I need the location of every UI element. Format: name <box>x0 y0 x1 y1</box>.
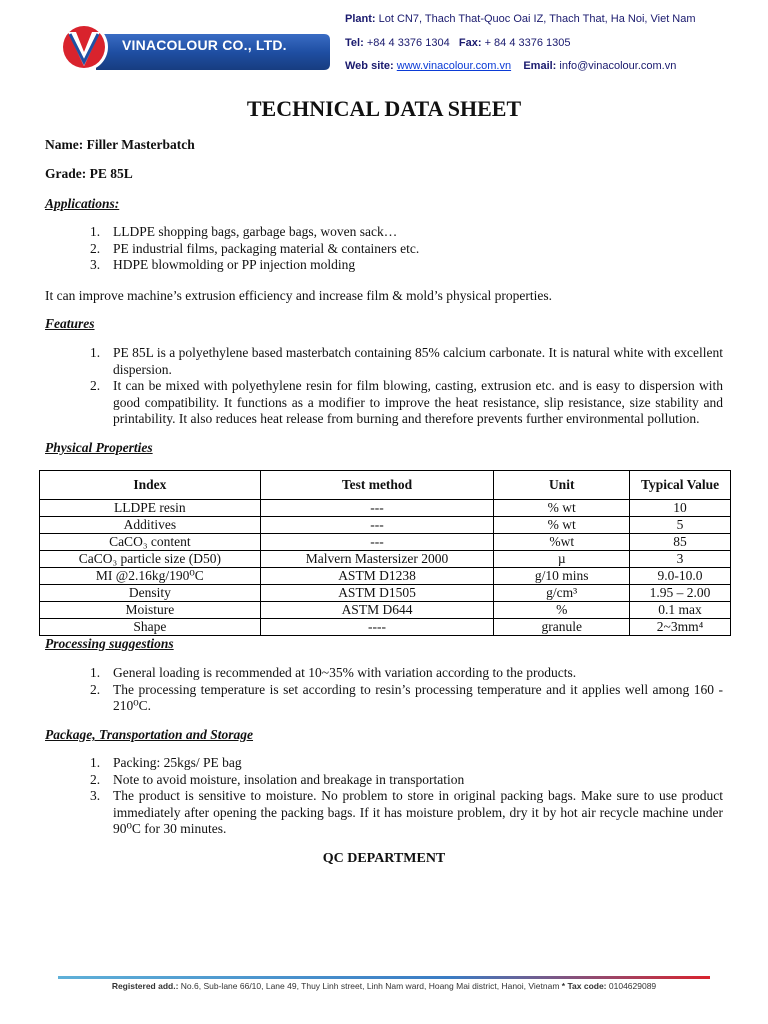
table-cell: ASTM D1505 <box>260 585 494 602</box>
table-row <box>40 585 731 602</box>
list-item: 2. It can be mixed with polyethylene resin for film blowing, casting, extrusion etc. and is easy to dispersion with good compatibility. It functions as a modifier to improve the heat resistance, slip resistance, size stability and printability. It also reduces heat release from burning and therefore prevents further environmental pollution. <box>90 378 723 426</box>
product-grade: Grade: PE 85L <box>45 166 133 181</box>
table-cell: MI @2.16kg/190⁰C <box>40 568 261 585</box>
list-item: 3. HDPE blowmolding or PP injection molding <box>90 257 356 272</box>
table-cell: Malvern Mastersizer 2000 <box>260 551 494 568</box>
table-cell: 9.0-10.0 <box>630 568 731 585</box>
table-cell: 5 <box>630 517 731 534</box>
table-cell: ASTM D644 <box>260 602 494 619</box>
efficiency-note: It can improve machine’s extrusion efficiency and increase film & mold’s physical properties. <box>45 288 552 303</box>
table-cell: Moisture <box>40 602 261 619</box>
physical-properties-table <box>39 470 731 636</box>
table-cell: % wt <box>494 517 630 534</box>
applications-heading: Applications: <box>45 196 120 211</box>
table-cell: g/10 mins <box>494 568 630 585</box>
table-cell: CaCO₃ content <box>40 534 261 551</box>
table-cell: g/cm³ <box>494 585 630 602</box>
table-cell: 85 <box>630 534 731 551</box>
table-cell: µ <box>494 551 630 568</box>
table-row <box>40 619 731 636</box>
registered-address: Registered add.: No.6, Sub-lane 66/10, Lane 49, Thuy Linh street, Linh Nam ward, Hoang Mai district, Hanoi, Vietnam * Tax code: 0104629089 <box>111 981 657 991</box>
list-item: 1. LLDPE shopping bags, garbage bags, woven sack… <box>90 224 398 239</box>
table-cell: 1.95 – 2.00 <box>630 585 731 602</box>
list-item: 2. Note to avoid moisture, insolation and breakage in transportation <box>90 771 465 787</box>
list-item: 1. PE 85L is a polyethylene based masterbatch containing 85% calcium carbonate. It is natural white with excellent dispersion. <box>90 345 723 377</box>
features-list <box>90 345 723 428</box>
table-cell: 3 <box>630 551 731 568</box>
table-row <box>40 568 731 585</box>
phone-fax: Tel: +84 4 3376 1304 Fax: + 84 4 3376 1305 <box>345 37 571 49</box>
table-cell: %wt <box>494 534 630 551</box>
list-item: 1. General loading is recommended at 10~35% with variation according to the products. <box>90 665 577 680</box>
processing-list <box>90 665 723 715</box>
processing-heading: Processing suggestions <box>45 636 174 651</box>
table-cell: Shape <box>40 619 261 636</box>
physical-properties-heading: Physical Properties <box>45 440 153 455</box>
table-cell: 0.1 max <box>630 602 731 619</box>
document-title: TECHNICAL DATA SHEET <box>246 96 522 121</box>
table-row <box>40 551 731 568</box>
table-cell: % <box>494 602 630 619</box>
package-heading: Package, Transportation and Storage <box>45 727 254 742</box>
table-row <box>40 500 731 517</box>
table-cell: Additives <box>40 517 261 534</box>
table-cell: granule <box>494 619 630 636</box>
table-row <box>40 602 731 619</box>
table-cell: ---- <box>260 619 494 636</box>
package-list <box>90 755 723 838</box>
email-address[interactable]: info@vinacolour.com.vn <box>559 60 677 72</box>
features-heading: Features <box>45 316 95 331</box>
list-item: 1. Packing: 25kgs/ PE bag <box>90 755 242 770</box>
table-cell: 10 <box>630 500 731 517</box>
plant-address: Plant: Lot CN7, Thach That-Quoc Oai IZ, Thach That, Ha Noi, Viet Nam <box>345 13 696 25</box>
table-cell: CaCO₃ particle size (D50) <box>40 551 261 568</box>
column-header: Test method <box>260 471 494 500</box>
list-item: 3. The product is sensitive to moisture. No problem to store in original packing bags. Make sure to use product immediately after opening the packing bags. If it has moisture problem, dry it by hot air recycle machine under 90⁰C for 30 minutes. <box>90 788 723 836</box>
table-cell: --- <box>260 500 494 517</box>
table-cell: Density <box>40 585 261 602</box>
table-cell: --- <box>260 517 494 534</box>
table-header-row <box>40 471 731 500</box>
column-header: Typical Value <box>630 471 731 500</box>
column-header: Unit <box>494 471 630 500</box>
table-cell: LLDPE resin <box>40 500 261 517</box>
signature-department: QC DEPARTMENT <box>322 851 446 866</box>
table-cell: 2~3mm⁴ <box>630 619 731 636</box>
table-row <box>40 517 731 534</box>
company-name: VINACOLOUR CO., LTD. <box>122 37 287 53</box>
footer-divider <box>58 976 710 979</box>
list-item: 2. The processing temperature is set according to resin’s processing temperature and it applies well among 160 - 210⁰C. <box>90 681 723 713</box>
list-item: 2. PE industrial films, packaging material & containers etc. <box>90 240 420 256</box>
table-row <box>40 534 731 551</box>
website-link[interactable]: www.vinacolour.com.vn <box>396 60 512 72</box>
table-cell: ASTM D1238 <box>260 568 494 585</box>
table-cell: % wt <box>494 500 630 517</box>
table-cell: --- <box>260 534 494 551</box>
applications-list <box>90 224 723 274</box>
product-name: Name: Filler Masterbatch <box>45 137 195 152</box>
column-header: Index <box>40 471 261 500</box>
web-email: Web site: www.vinacolour.com.vn Email: info@vinacolour.com.vn <box>345 60 677 72</box>
